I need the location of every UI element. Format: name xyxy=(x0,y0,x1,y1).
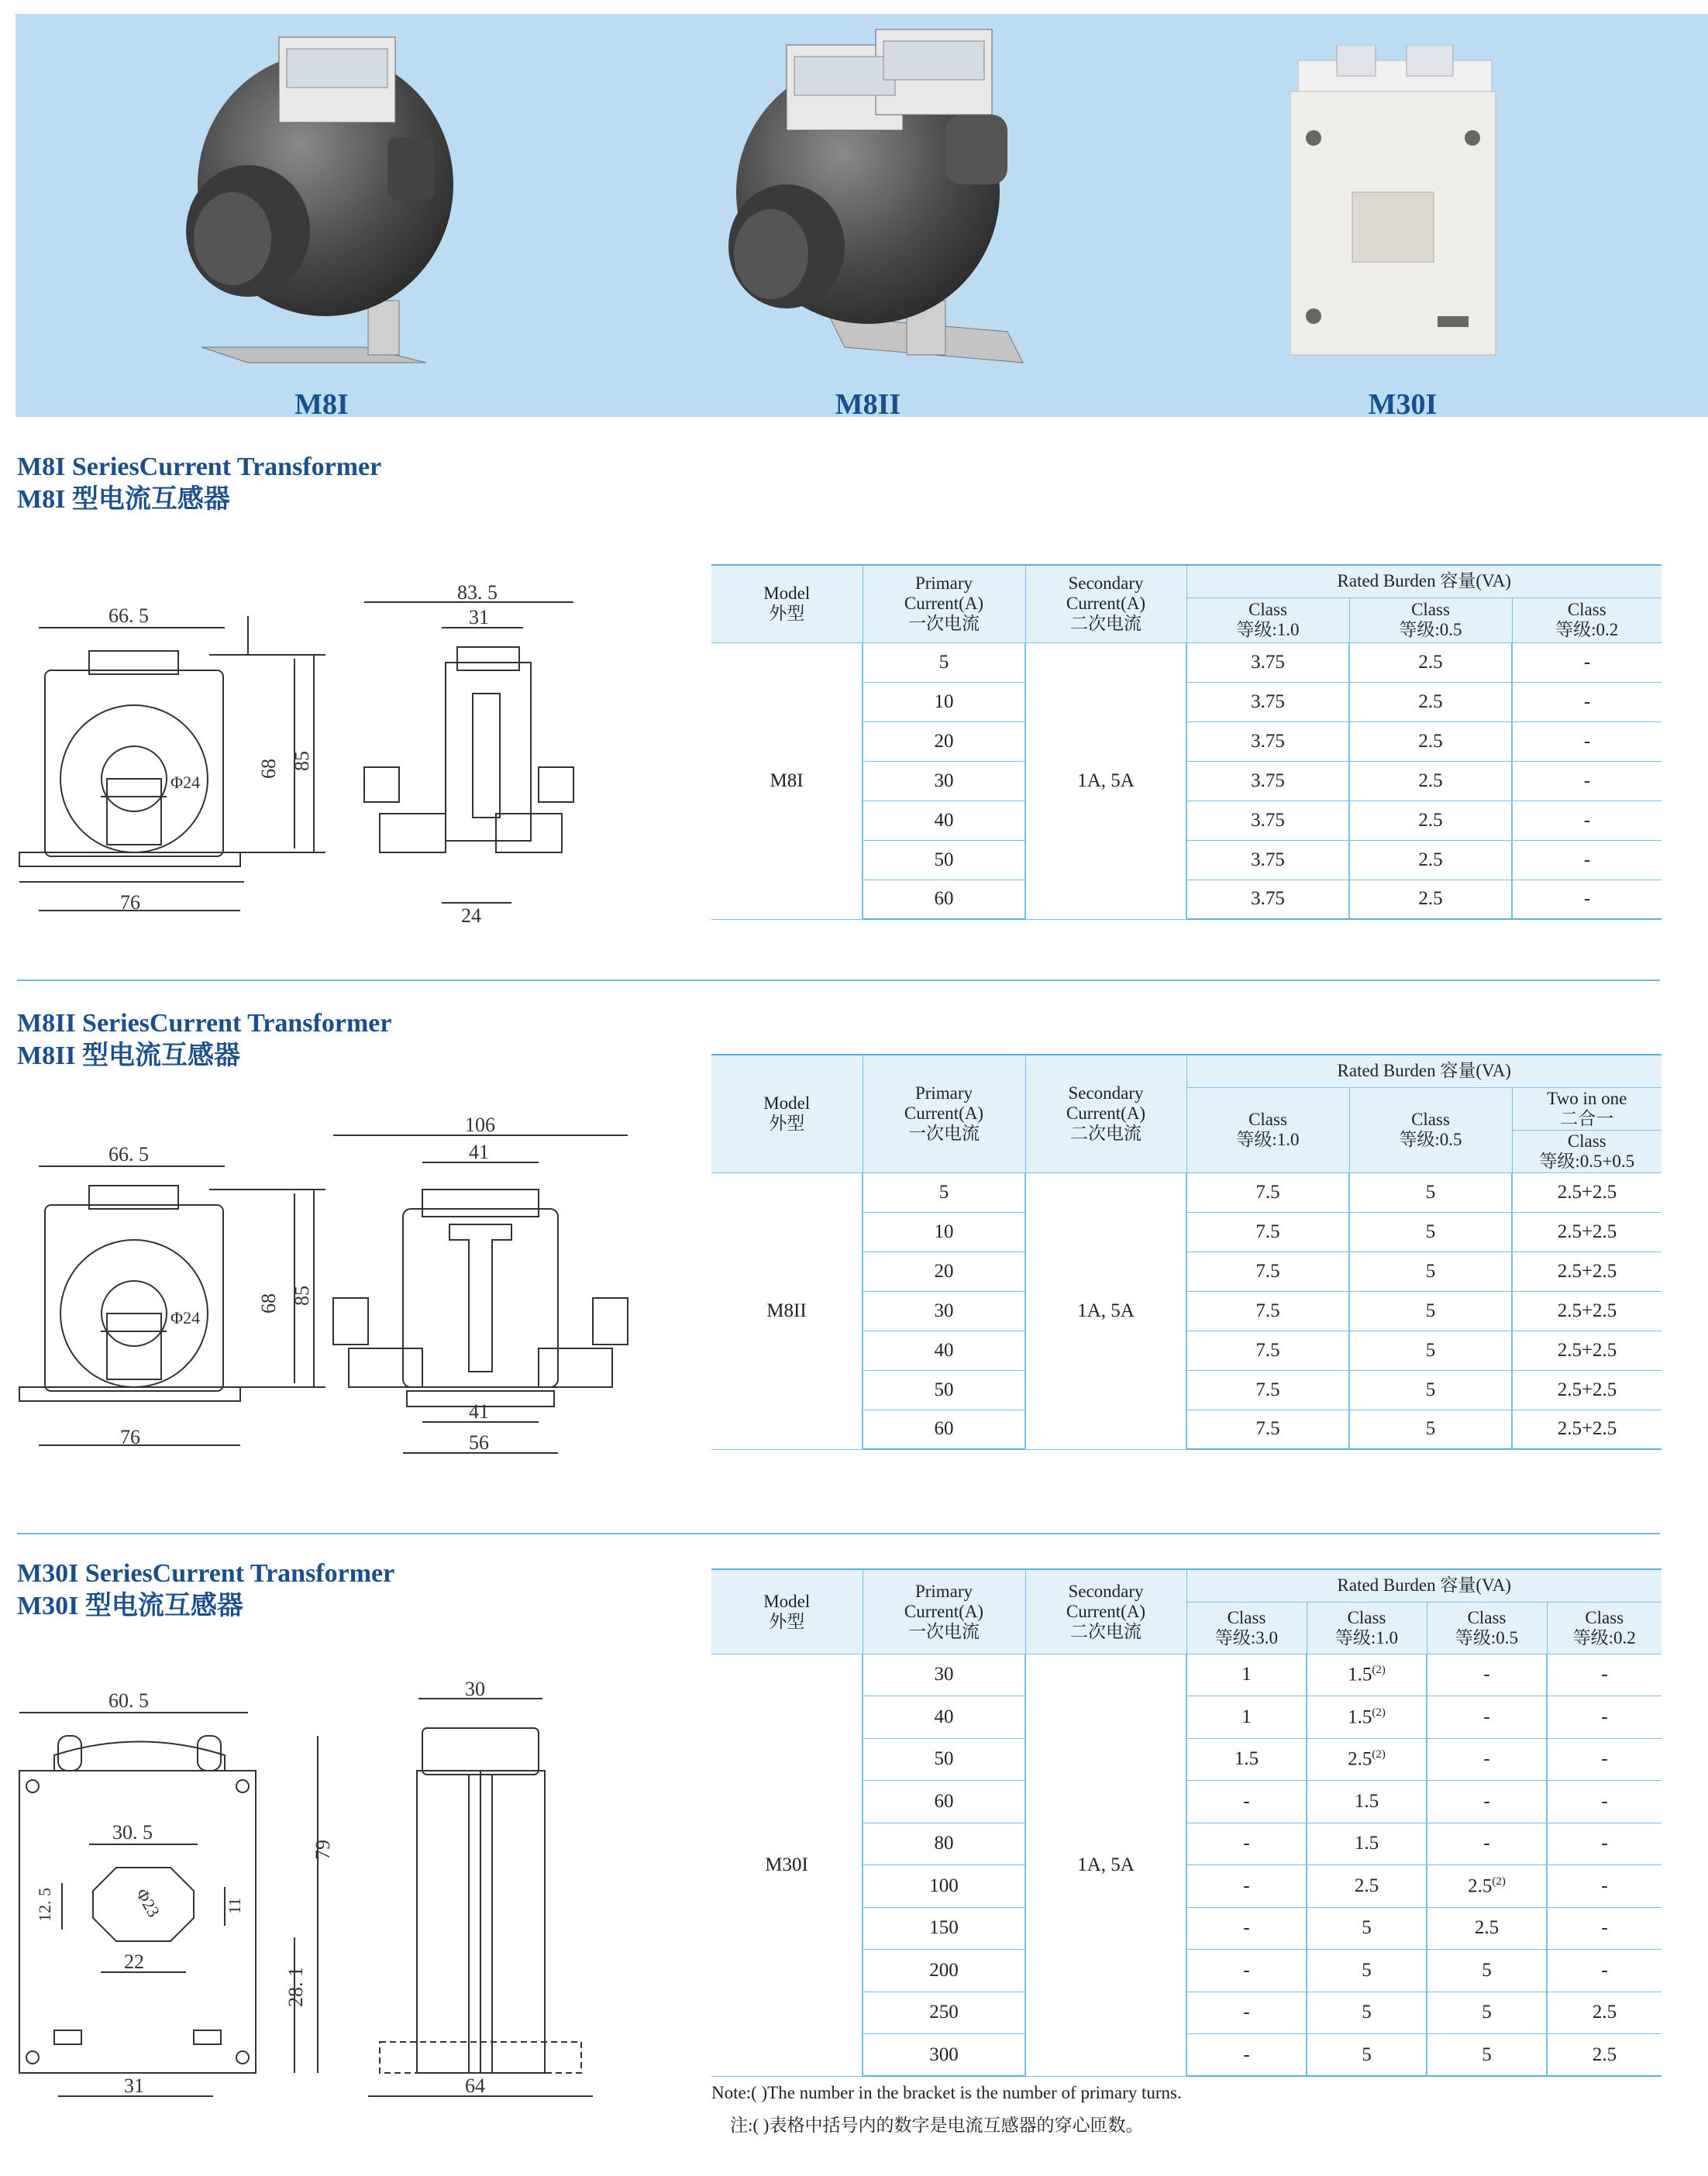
turns-superscript: (2) xyxy=(1372,1706,1386,1719)
product-label-m8ii: M8II xyxy=(835,388,901,421)
value-cell: 1 xyxy=(1186,1654,1307,1696)
value-cell: 2.5$^{(2)}$ xyxy=(1307,1738,1427,1781)
value-cell: 2.5 xyxy=(1307,1865,1427,1908)
value-cell: 5 xyxy=(1349,1410,1512,1449)
value-cell: 5 xyxy=(1349,1252,1512,1291)
primary-cell: 50 xyxy=(863,840,1025,880)
header-class-3: Class 等级:0.2 xyxy=(1512,597,1662,642)
secondary-cell: 1A, 5A xyxy=(1025,1172,1186,1449)
section-title-m8ii xyxy=(17,1007,391,1073)
table-row xyxy=(711,1172,1662,1212)
value-cell: - xyxy=(1186,1992,1307,2034)
header-primary: Primary Current(A) 一次电流 xyxy=(863,1569,1025,1654)
section-title-m8i xyxy=(17,451,381,516)
value-cell: - xyxy=(1186,1823,1307,1865)
value-cell: - xyxy=(1186,1950,1307,1992)
primary-cell: 10 xyxy=(863,1212,1025,1252)
turns-superscript: (2) xyxy=(1492,1875,1506,1888)
dim-base: 76 xyxy=(120,891,140,914)
value-cell: 3.75 xyxy=(1186,682,1349,721)
dim-height-body: 68 xyxy=(257,759,280,779)
primary-cell: 80 xyxy=(863,1823,1025,1865)
primary-cell: 60 xyxy=(863,1410,1025,1449)
model-cell: M8I xyxy=(711,642,863,919)
section-title-m30i xyxy=(17,1558,394,1623)
header-class-2: Class 等级:1.0 xyxy=(1307,1602,1427,1654)
value-cell: - xyxy=(1186,1865,1307,1908)
note-en: Note:( )The number in the bracket is the number of primary turns. xyxy=(711,2083,1182,2102)
turns-superscript: (2) xyxy=(1372,1748,1386,1761)
value-cell: - xyxy=(1427,1738,1547,1781)
header-secondary: Secondary Current(A) 二次电流 xyxy=(1025,565,1186,642)
primary-cell: 200 xyxy=(863,1950,1025,1992)
primary-cell: 40 xyxy=(863,1331,1025,1370)
header-model: Model 外型 xyxy=(711,1569,863,1654)
header-class-1: Class 等级:1.0 xyxy=(1186,1087,1349,1172)
value-cell: 5 xyxy=(1427,1992,1547,2034)
value-cell: 2.5+2.5 xyxy=(1512,1370,1662,1410)
primary-cell: 50 xyxy=(863,1370,1025,1410)
header-class-1: Class 等级:1.0 xyxy=(1186,597,1349,642)
value-cell: - xyxy=(1547,1738,1662,1781)
header-secondary: Secondary Current(A) 二次电流 xyxy=(1025,1569,1186,1654)
dim-window-height: 12. 5 xyxy=(35,1888,54,1922)
value-cell: - xyxy=(1547,1654,1662,1696)
header-model: Model 外型 xyxy=(711,565,863,642)
value-cell: 2.5 xyxy=(1349,682,1512,721)
value-cell: 1.5$^{(2)}$ xyxy=(1307,1654,1427,1696)
dim-width-front: 66. 5 xyxy=(108,604,149,627)
value-cell: 7.5 xyxy=(1186,1331,1349,1370)
section-divider xyxy=(17,980,1660,981)
value-cell: 1.5 xyxy=(1307,1781,1427,1823)
value-cell: - xyxy=(1427,1696,1547,1739)
header-primary: Primary Current(A) 一次电流 xyxy=(863,565,1025,642)
m30i-product-image xyxy=(1290,45,1500,370)
value-cell: 2.5 xyxy=(1349,840,1512,880)
primary-cell: 100 xyxy=(863,1865,1025,1908)
value-cell: 5 xyxy=(1349,1331,1512,1370)
value-cell: - xyxy=(1186,2034,1307,2077)
note-cn: 注:( )表格中括号内的数字是电流互感器的穿心匝数。 xyxy=(730,2116,1144,2135)
value-cell: - xyxy=(1427,1654,1547,1696)
header-class-3: Class 等级:0.5 xyxy=(1427,1602,1547,1654)
value-cell: 3.75 xyxy=(1186,642,1349,682)
section-title-cn: M8I 型电流互感器 xyxy=(17,485,230,514)
value-cell: - xyxy=(1512,840,1662,880)
turns-superscript: (2) xyxy=(1372,1664,1386,1677)
value-cell: 3.75 xyxy=(1186,840,1349,880)
m8ii-product-image xyxy=(713,22,1038,378)
value-cell: - xyxy=(1512,880,1662,919)
value-cell: 7.5 xyxy=(1186,1172,1349,1212)
value-cell: 1.5 xyxy=(1186,1738,1307,1781)
dim-window: 30. 5 xyxy=(112,1821,153,1844)
dim-foot-width: 31 xyxy=(124,2074,144,2097)
header-two-in-one: Two in one 二合一 xyxy=(1512,1087,1662,1130)
header-primary: Primary Current(A) 一次电流 xyxy=(863,1055,1025,1172)
dim-lower-height: 28. 1 xyxy=(284,1967,307,2007)
value-cell: 2.5 xyxy=(1547,2034,1662,2077)
primary-cell: 150 xyxy=(863,1907,1025,1950)
value-cell: 3.75 xyxy=(1186,721,1349,761)
value-cell: - xyxy=(1427,1781,1547,1823)
value-cell: 2.5 xyxy=(1349,880,1512,919)
dim-bore: Φ23 xyxy=(132,1885,164,1921)
header-model: Model 外型 xyxy=(711,1055,863,1172)
value-cell: 5 xyxy=(1307,1992,1427,2034)
dim-height-total: 79 xyxy=(312,1840,334,1860)
value-cell: - xyxy=(1512,801,1662,840)
table-row xyxy=(711,1654,1662,1696)
primary-cell: 250 xyxy=(863,1992,1025,2034)
value-cell: - xyxy=(1512,682,1662,721)
primary-cell: 20 xyxy=(863,721,1025,761)
model-cell: M30I xyxy=(711,1654,863,2076)
dim-foot: 41 xyxy=(469,1400,489,1423)
dim-inner: 41 xyxy=(469,1141,489,1163)
section-divider xyxy=(17,1533,1660,1534)
primary-cell: 60 xyxy=(863,1781,1025,1823)
header-class-1: Class 等级:3.0 xyxy=(1186,1602,1307,1654)
value-cell: 5 xyxy=(1349,1291,1512,1331)
value-cell: 3.75 xyxy=(1186,801,1349,840)
product-label-m8i: M8I xyxy=(294,388,349,421)
m8i-product-image xyxy=(170,22,480,378)
value-cell: 2.5$^{(2)}$ xyxy=(1427,1865,1547,1908)
dim-lower-width: 22 xyxy=(124,1950,144,1973)
dim-width-front: 60. 5 xyxy=(108,1689,149,1712)
primary-cell: 30 xyxy=(863,761,1025,801)
dim-height-total: 85 xyxy=(291,1286,313,1306)
dim-bore: Φ24 xyxy=(170,773,201,792)
product-label-m30i: M30I xyxy=(1368,388,1438,421)
value-cell: 3.75 xyxy=(1186,761,1349,801)
dim-bore: Φ24 xyxy=(170,1308,201,1327)
section-title-cn: M30I 型电流互感器 xyxy=(17,1592,243,1620)
value-cell: 2.5 xyxy=(1349,761,1512,801)
primary-cell: 60 xyxy=(863,880,1025,919)
value-cell: - xyxy=(1512,761,1662,801)
value-cell: - xyxy=(1547,1696,1662,1739)
product-banner xyxy=(15,14,1708,421)
m8i-dimension-drawing xyxy=(15,585,697,926)
value-cell: 2.5 xyxy=(1547,1992,1662,2034)
m30i-spec-table xyxy=(711,1568,1662,2077)
value-cell: 2.5 xyxy=(1349,721,1512,761)
value-cell: 5 xyxy=(1349,1172,1512,1212)
value-cell: - xyxy=(1427,1823,1547,1865)
value-cell: 5 xyxy=(1349,1212,1512,1252)
header-class-3: Class 等级:0.5+0.5 xyxy=(1512,1130,1662,1172)
value-cell: 3.75 xyxy=(1186,880,1349,919)
dim-height-body: 68 xyxy=(257,1293,280,1314)
m8ii-dimension-drawing xyxy=(15,1116,697,1488)
header-secondary: Secondary Current(A) 二次电流 xyxy=(1025,1055,1186,1172)
value-cell: 7.5 xyxy=(1186,1252,1349,1291)
value-cell: 2.5+2.5 xyxy=(1512,1212,1662,1252)
secondary-cell: 1A, 5A xyxy=(1025,642,1186,919)
value-cell: 2.5 xyxy=(1427,1907,1547,1950)
value-cell: 1.5 xyxy=(1307,1823,1427,1865)
value-cell: - xyxy=(1547,1823,1662,1865)
value-cell: - xyxy=(1547,1781,1662,1823)
primary-cell: 5 xyxy=(863,642,1025,682)
value-cell: 2.5+2.5 xyxy=(1512,1331,1662,1370)
section-title-en: M30I SeriesCurrent Transformer xyxy=(17,1559,395,1588)
dim-base: 76 xyxy=(120,1426,140,1448)
dim-inner: 31 xyxy=(469,606,489,628)
dim-side-base: 64 xyxy=(465,2074,485,2097)
value-cell: 5 xyxy=(1427,2034,1547,2077)
value-cell: 7.5 xyxy=(1186,1212,1349,1252)
value-cell: - xyxy=(1186,1781,1307,1823)
value-cell: 2.5+2.5 xyxy=(1512,1252,1662,1291)
header-rated-burden: Rated Burden 容量(VA) xyxy=(1186,1055,1662,1087)
dim-window-height-2: 11 xyxy=(225,1897,244,1914)
primary-cell: 40 xyxy=(863,1696,1025,1739)
primary-cell: 30 xyxy=(863,1291,1025,1331)
header-rated-burden: Rated Burden 容量(VA) xyxy=(1186,1569,1662,1602)
value-cell: 2.5+2.5 xyxy=(1512,1410,1662,1449)
primary-cell: 10 xyxy=(863,682,1025,721)
dim-width-side: 30 xyxy=(465,1678,485,1700)
value-cell: 1.5$^{(2)}$ xyxy=(1307,1696,1427,1739)
value-cell: 5 xyxy=(1307,1950,1427,1992)
header-class-2: Class 等级:0.5 xyxy=(1349,597,1512,642)
primary-cell: 30 xyxy=(863,1654,1025,1696)
value-cell: 2.5+2.5 xyxy=(1512,1291,1662,1331)
m8i-spec-table xyxy=(711,564,1662,920)
primary-cell: 40 xyxy=(863,801,1025,840)
value-cell: - xyxy=(1547,1865,1662,1908)
value-cell: 5 xyxy=(1427,1950,1547,1992)
table-row xyxy=(711,642,1662,682)
value-cell: 5 xyxy=(1307,2034,1427,2077)
value-cell: 7.5 xyxy=(1186,1291,1349,1331)
value-cell: - xyxy=(1512,642,1662,682)
value-cell: 7.5 xyxy=(1186,1370,1349,1410)
value-cell: - xyxy=(1547,1907,1662,1950)
dim-width-front: 66. 5 xyxy=(108,1143,149,1165)
section-title-en: M8I SeriesCurrent Transformer xyxy=(17,453,382,481)
value-cell: - xyxy=(1512,721,1662,761)
value-cell: 1 xyxy=(1186,1696,1307,1739)
value-cell: 2.5+2.5 xyxy=(1512,1172,1662,1212)
value-cell: 5 xyxy=(1307,1907,1427,1950)
dim-height-total: 85 xyxy=(291,751,313,771)
m8ii-spec-table xyxy=(711,1054,1662,1450)
value-cell: 2.5 xyxy=(1349,642,1512,682)
dim-foot: 24 xyxy=(461,904,481,926)
primary-cell: 300 xyxy=(863,2034,1025,2077)
model-cell: M8II xyxy=(711,1172,863,1449)
m30i-dimension-drawing xyxy=(15,1674,697,2108)
primary-cell: 50 xyxy=(863,1738,1025,1781)
header-class-2: Class 等级:0.5 xyxy=(1349,1087,1512,1172)
value-cell: - xyxy=(1186,1907,1307,1950)
section-title-en: M8II SeriesCurrent Transformer xyxy=(17,1009,392,1038)
dim-width-side: 83. 5 xyxy=(457,585,498,604)
header-class-4: Class 等级:0.2 xyxy=(1547,1602,1662,1654)
secondary-cell: 1A, 5A xyxy=(1025,1654,1186,2076)
dim-width-side: 106 xyxy=(465,1116,495,1136)
header-rated-burden: Rated Burden 容量(VA) xyxy=(1186,565,1662,597)
value-cell: 5 xyxy=(1349,1370,1512,1410)
value-cell: 2.5 xyxy=(1349,801,1512,840)
primary-cell: 20 xyxy=(863,1252,1025,1291)
dim-foot-outer: 56 xyxy=(469,1431,489,1454)
primary-cell: 5 xyxy=(863,1172,1025,1212)
value-cell: - xyxy=(1547,1950,1662,1992)
value-cell: 7.5 xyxy=(1186,1410,1349,1449)
section-title-cn: M8II 型电流互感器 xyxy=(17,1042,241,1070)
